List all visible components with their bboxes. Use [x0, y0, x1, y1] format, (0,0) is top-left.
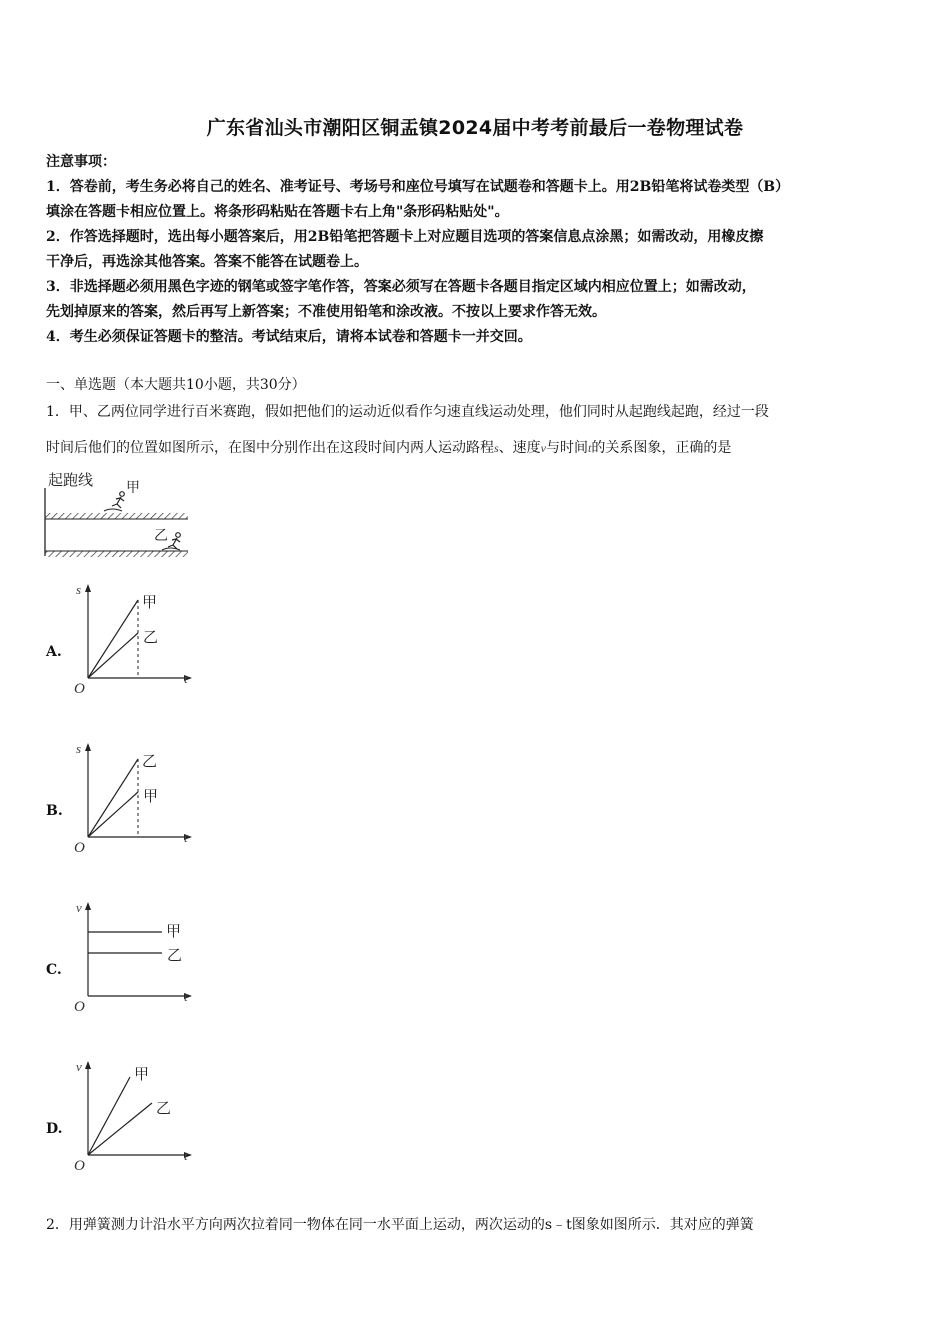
question-1-line-2: 时间后他们的位置如图所示，在图中分别作出在这段时间内两人运动路程s、速度v与时间t的关系图象，正确的是	[46, 440, 732, 456]
svg-text:乙: 乙	[142, 752, 158, 770]
option-a-graph	[70, 578, 200, 698]
runner-b-label: 乙	[154, 528, 168, 544]
svg-text:O: O	[74, 681, 85, 697]
svg-text:s: s	[76, 741, 82, 756]
svg-text:乙: 乙	[156, 1099, 172, 1117]
svg-text:v: v	[76, 1059, 82, 1074]
svg-text:s: s	[76, 582, 82, 597]
svg-text:t: t	[184, 989, 188, 1004]
svg-text:乙: 乙	[167, 946, 183, 964]
option-c-graph	[70, 896, 200, 1016]
svg-text:v: v	[76, 900, 82, 915]
runner-a-icon	[104, 492, 124, 511]
var-v: v	[540, 441, 546, 455]
track-top-border	[45, 513, 188, 519]
notes-line-7: 4．考生必须保证答题卡的整洁。考试结束后，请将本试卷和答题卡一并交回。	[46, 329, 532, 345]
svg-text:O: O	[74, 840, 85, 856]
svg-text:t: t	[184, 1148, 188, 1163]
question-1-line-1: 1．甲、乙两位同学进行百米赛跑，假如把他们的运动近似看作匀速直线运动处理，他们同时从起跑线起跑，经过一段	[46, 404, 769, 420]
var-s: s	[494, 441, 499, 455]
notes-line-6: 先划掉原来的答案，然后再写上新答案；不准使用铅笔和涂改液。不按以上要求作答无效。	[46, 304, 606, 320]
svg-text:甲: 甲	[134, 1065, 150, 1083]
svg-text:t: t	[184, 830, 188, 845]
page-title: 广东省汕头市潮阳区铜盂镇2024届中考考前最后一卷物理试卷	[206, 117, 744, 139]
option-c-label[interactable]: C.	[46, 962, 62, 978]
start-line-label: 起跑线	[48, 471, 94, 489]
section-heading: 一、单选题（本大题共10小题，共30分）	[46, 377, 306, 393]
series-upper	[88, 1077, 130, 1155]
option-d-label[interactable]: D.	[46, 1121, 63, 1137]
race-figure	[40, 466, 200, 566]
notes-line-2: 填涂在答题卡相应位置上。将条形码粘贴在答题卡右上角"条形码粘贴处"。	[46, 204, 509, 220]
track-bottom-border	[45, 551, 188, 557]
runner-a-label: 甲	[126, 480, 140, 496]
var-t: t	[588, 441, 592, 455]
svg-text:甲: 甲	[166, 922, 182, 940]
series-lower	[88, 1103, 152, 1155]
notes-line-1: 1．答卷前，考生务必将自己的姓名、准考证号、考场号和座位号填写在试题卷和答题卡上。用2B铅笔将试卷类型（B）	[46, 179, 790, 195]
svg-text:O: O	[74, 999, 85, 1015]
option-d-graph	[70, 1055, 200, 1175]
svg-text:t: t	[184, 671, 188, 686]
svg-text:乙: 乙	[143, 628, 159, 646]
option-b-label[interactable]: B.	[46, 803, 63, 819]
question-2-line-1: 2．用弹簧测力计沿水平方向两次拉着同一物体在同一水平面上运动，两次运动的s﹣t图象如图所示．其对应的弹簧	[46, 1217, 754, 1233]
notes-line-4: 干净后，再选涂其他答案。答案不能答在试题卷上。	[46, 254, 368, 270]
svg-text:甲: 甲	[142, 593, 158, 611]
option-a-label[interactable]: A.	[46, 644, 62, 660]
notes-heading: 注意事项：	[46, 154, 116, 170]
svg-text:O: O	[74, 1158, 85, 1174]
notes-line-5: 3．非选择题必须用黑色字迹的钢笔或签字笔作答，答案必须写在答题卡各题目指定区域内相应位置上；如需改动，	[46, 279, 756, 295]
option-b-graph	[70, 737, 200, 857]
notes-line-3: 2．作答选择题时，选出每小题答案后，用2B铅笔把答题卡上对应题目选项的答案信息点涂黑；如需改动，用橡皮擦	[46, 229, 764, 245]
svg-text:甲: 甲	[143, 787, 159, 805]
